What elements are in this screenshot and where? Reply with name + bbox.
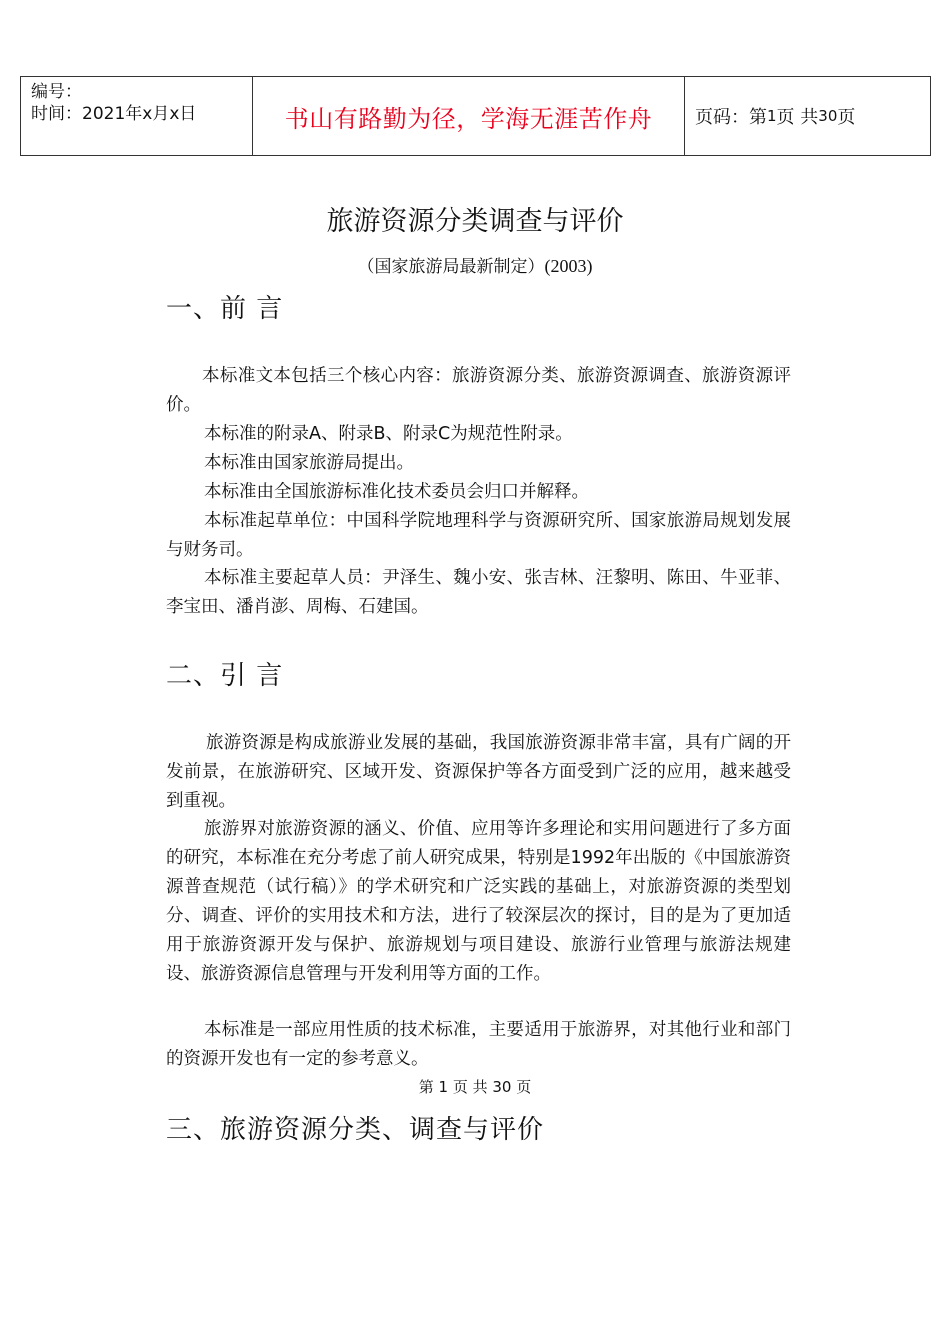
foreword-paragraph: 本标准起草单位：中国科学院地理科学与资源研究所、国家旅游局规划发展与财务司。 [166,511,791,560]
subtitle-text: （国家旅游局最新制定） [357,257,545,277]
section-heading-introduction: 二、引 言 [166,661,284,691]
footer-page-current: 第 1 页 [418,1078,468,1096]
header-motto: 书山有路勤为径，学海无涯苦作舟 [284,104,653,133]
foreword-paragraph: 本标准的附录A、附录B、附录C为规范性附录。 [204,424,573,444]
introduction-paragraph: 本标准是一部应用性质的技术标准，主要适用于旅游界，对其他行业和部门的资源开发也有一定的参考意义。 [166,1020,791,1069]
document-title: 旅游资源分类调查与评价 [326,206,624,237]
footer-page-total: 共 30 页 [472,1078,532,1096]
page-label-mid: 页 共 [776,107,819,128]
page-label-suffix: 页 [837,107,856,128]
header-meta-cell [21,77,253,155]
page-total: 30 [818,107,838,125]
foreword-paragraph: 本标准主要起草人员：尹泽生、魏小安、张吉林、汪黎明、陈田、牛亚菲、李宝田、潘肖澎、周梅、石建国。 [166,568,791,617]
page-footer [0,1077,950,1097]
section-heading-foreword: 一、前 言 [166,294,284,324]
page-label-prefix: 页码：第 [695,107,767,128]
document-number-label: 编号： [31,82,82,102]
subtitle-year: (2003) [544,256,593,276]
introduction-paragraph: 旅游界对旅游资源的涵义、价值、应用等许多理论和实用问题进行了多方面的研究，本标准在充分考虑了前人研究成果，特别是1992年出版的《中国旅游资源普查规范（试行稿）》的学术研究和广泛实践的基础上，对旅游资源的类型划分、调查、评价的实用技术和方法，进行了较深层次的探讨，目的是为了更加适用于旅游资源开发与保护、旅游规划与项目建设、旅游行业管理与旅游法规建设、旅游资源信息管理与开发利用等方面的工作。 [166,819,791,984]
document-subtitle [0,254,950,279]
foreword-paragraph: 本标准文本包括三个核心内容：旅游资源分类、旅游资源调查、旅游资源评价。 [166,366,791,415]
introduction-paragraph: 旅游资源是构成旅游业发展的基础，我国旅游资源非常丰富，具有广阔的开发前景，在旅游研究、区域开发、资源保护等各方面受到广泛的应用，越来越受到重视。 [166,733,791,811]
document-time-label: 时间：2021年x月x日 [31,104,197,124]
page-current: 1 [767,107,777,125]
foreword-paragraph: 本标准由全国旅游标准化技术委员会归口并解释。 [204,482,589,502]
header-page-cell [685,77,930,155]
section-heading-classification: 三、旅游资源分类、调查与评价 [166,1115,545,1145]
header-table [20,76,931,156]
header-motto-cell [253,77,685,155]
foreword-paragraph: 本标准由国家旅游局提出。 [204,453,414,473]
